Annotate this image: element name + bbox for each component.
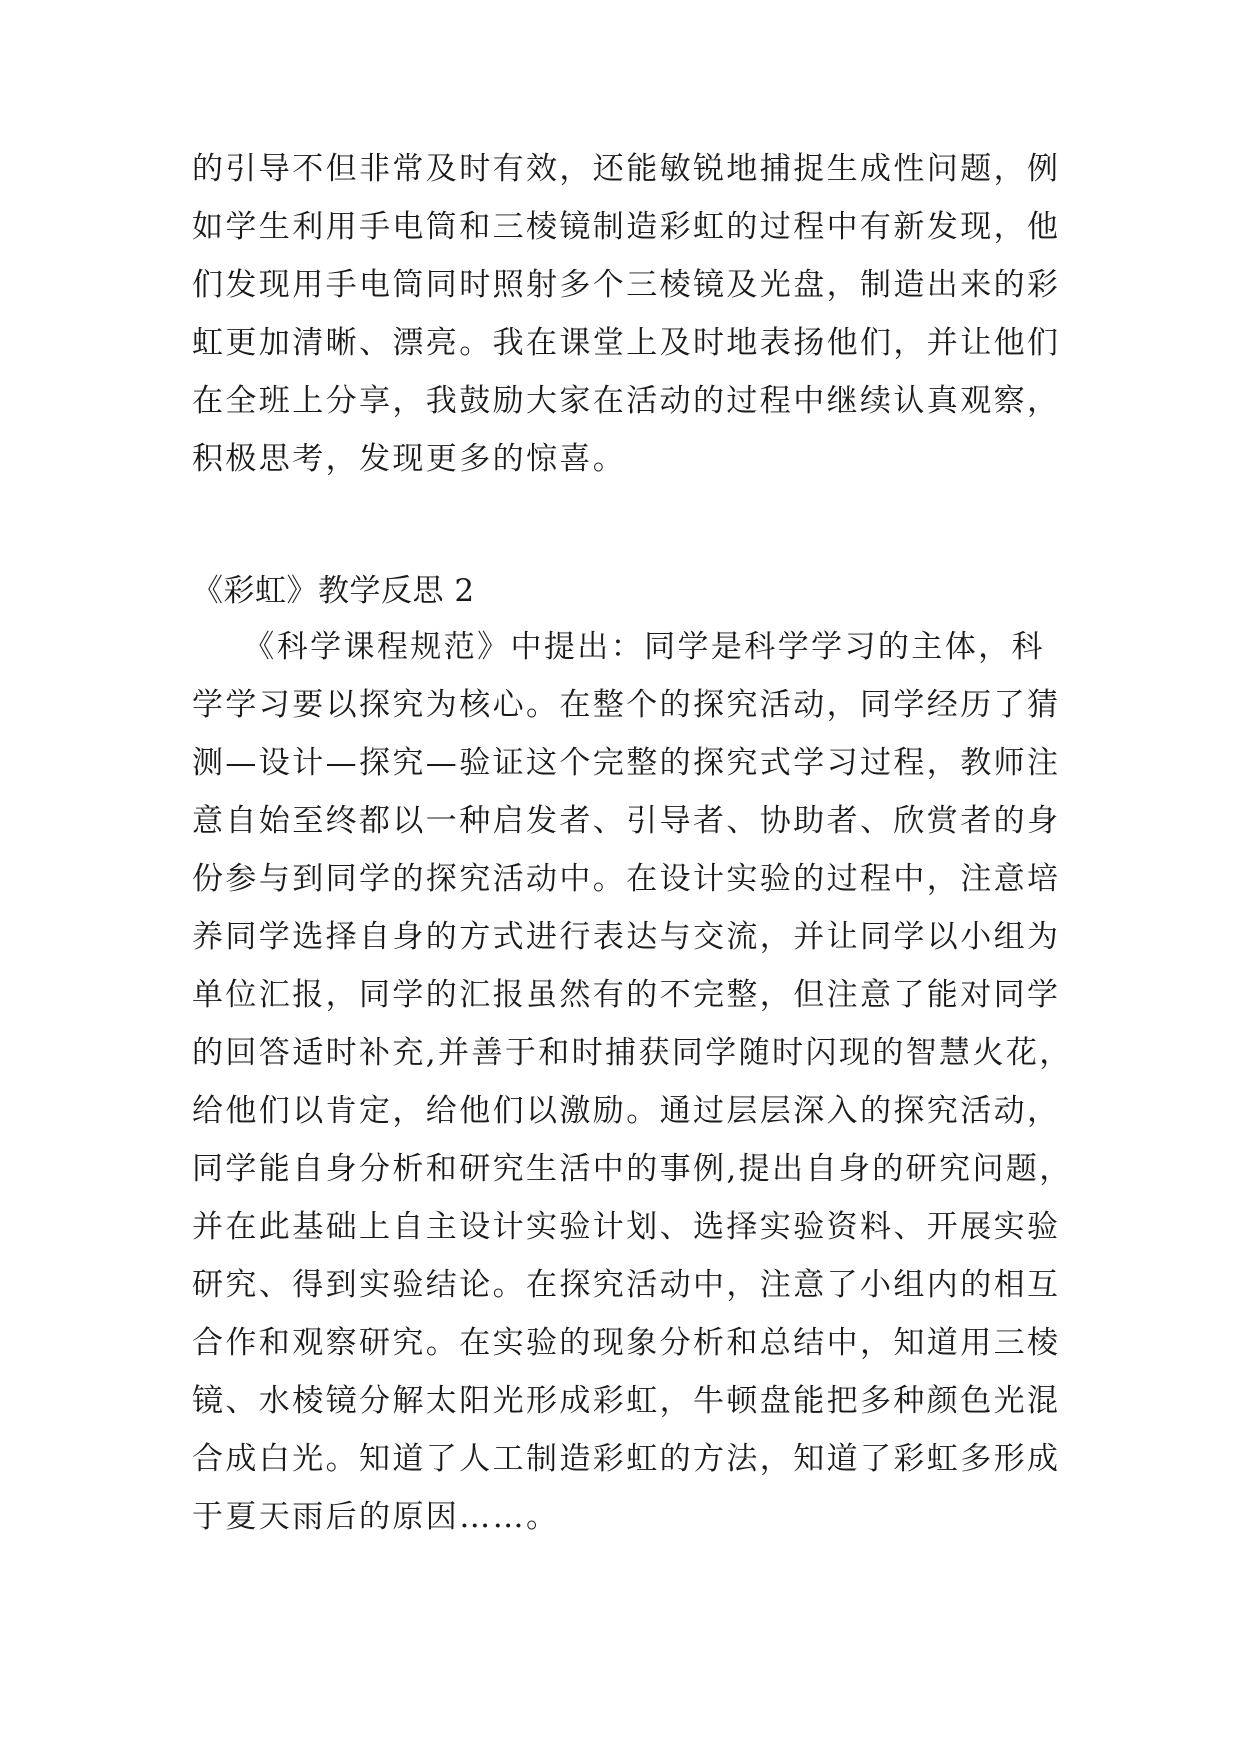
- paragraph-2-line: 镜、水棱镜分解太阳光形成彩虹，牛顿盘能把多种颜色光混: [192, 1383, 1061, 1419]
- section-heading: 《彩虹》教学反思 2: [192, 573, 475, 609]
- paragraph-2-line: 同学能自身分析和研究生活中的事例,提出自身的研究问题，: [192, 1151, 1073, 1187]
- paragraph-1-line: 虹更加清晰、漂亮。我在课堂上及时地表扬他们，并让他们: [192, 325, 1061, 361]
- paragraph-1-line: 如学生利用手电筒和三棱镜制造彩虹的过程中有新发现，他: [192, 209, 1061, 245]
- paragraph-1-line: 们发现用手电筒同时照射多个三棱镜及光盘，制造出来的彩: [192, 267, 1061, 303]
- paragraph-2-line: 于夏天雨后的原因……。: [192, 1499, 560, 1535]
- paragraph-2-line: 学学习要以探究为核心。在整个的探究活动，同学经历了猜: [192, 687, 1061, 723]
- paragraph-1-line: 积极思考，发现更多的惊喜。: [192, 441, 627, 477]
- paragraph-1-line: 的引导不但非常及时有效，还能敏锐地捕捉生成性问题，例: [192, 151, 1061, 187]
- paragraph-2-line: 并在此基础上自主设计实验计划、选择实验资料、开展实验: [192, 1209, 1061, 1245]
- paragraph-2-line: 养同学选择自身的方式进行表达与交流，并让同学以小组为: [192, 919, 1061, 955]
- paragraph-2-line: 合成白光。知道了人工制造彩虹的方法，知道了彩虹多形成: [192, 1441, 1061, 1477]
- paragraph-2-line: 给他们以肯定，给他们以激励。通过层层深入的探究活动，: [192, 1093, 1061, 1129]
- paragraph-2-line: 份参与到同学的探究活动中。在设计实验的过程中，注意培: [192, 861, 1061, 897]
- paragraph-2-line: 测—设计—探究—验证这个完整的探究式学习过程，教师注: [192, 745, 1061, 781]
- paragraph-2-line: 研究、得到实验结论。在探究活动中，注意了小组内的相互: [192, 1267, 1061, 1303]
- paragraph-2-line: 单位汇报，同学的汇报虽然有的不完整，但注意了能对同学: [192, 977, 1061, 1013]
- paragraph-2-line: 的回答适时补充,并善于和时捕获同学随时闪现的智慧火花，: [192, 1035, 1073, 1071]
- paragraph-2-line: 合作和观察研究。在实验的现象分析和总结中，知道用三棱: [192, 1325, 1061, 1361]
- paragraph-2-line: 意自始至终都以一种启发者、引导者、协助者、欣赏者的身: [192, 803, 1061, 839]
- paragraph-2-line: 《科学课程规范》中提出：同学是科学学习的主体，科: [192, 629, 1045, 665]
- paragraph-1-line: 在全班上分享，我鼓励大家在活动的过程中继续认真观察，: [192, 383, 1061, 419]
